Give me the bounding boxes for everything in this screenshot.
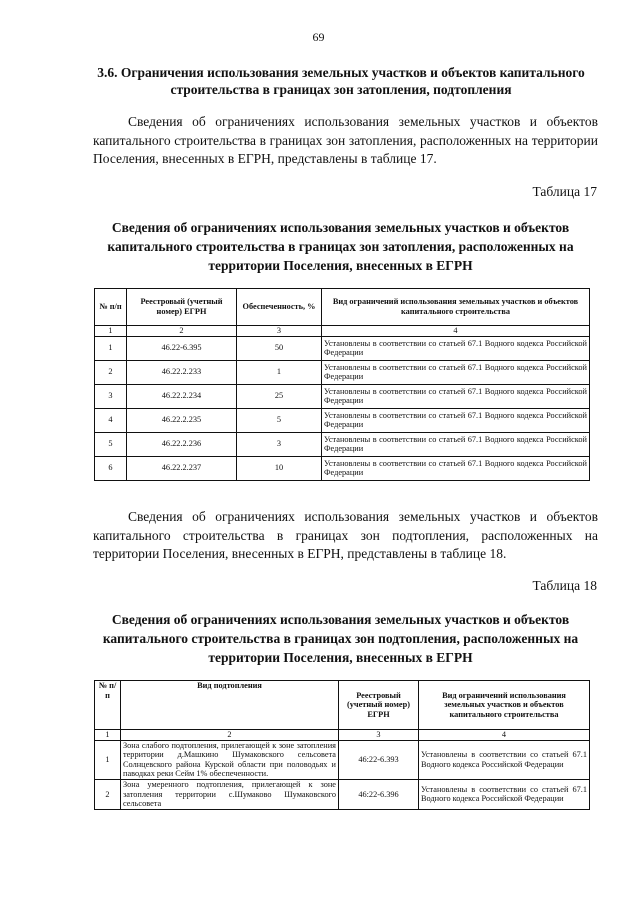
column-number: 1 xyxy=(95,326,127,337)
restriction-kind: Установлены в соответствии со статьей 67.1 Водного кодекса Российской Федерации xyxy=(322,384,590,408)
restriction-kind: Установлены в соответствии со статьей 67.1 Водного кодекса Российской Федерации xyxy=(322,360,590,384)
column-number: 2 xyxy=(121,730,339,741)
table17-column-number-row xyxy=(95,326,590,337)
table-row xyxy=(95,456,590,480)
table17 xyxy=(94,288,590,481)
column-number: 3 xyxy=(339,730,419,741)
restriction-kind: Установлены в соответствии со статьей 67.1 Водного кодекса Российской Федерации xyxy=(419,779,590,809)
table18-header-cell: № п/п xyxy=(95,681,121,730)
table-row xyxy=(95,779,590,809)
table17-header-cell: Вид ограничений использования земельных участков и объектов капитального строительства xyxy=(322,289,590,326)
restriction-kind: Установлены в соответствии со статьей 67.1 Водного кодекса Российской Федерации xyxy=(419,740,590,779)
flooding-zone-kind: Зона слабого подтопления, прилегающей к зоне затопления территории д.Машкино Шумаковского сельсовета Солнцевского района Курской области при половодьях и паводках реки Сейм 1% обеспеченности. xyxy=(121,740,339,779)
column-number: 4 xyxy=(419,730,590,741)
table18-header-cell: Реестровый (учетный номер) ЕГРН xyxy=(339,681,419,730)
restriction-kind: Установлены в соответствии со статьей 67.1 Водного кодекса Российской Федерации xyxy=(322,408,590,432)
table18-label: Таблица 18 xyxy=(532,578,597,593)
registry-number: 46.22.2.233 xyxy=(127,360,237,384)
probability: 3 xyxy=(237,432,322,456)
section-heading: 3.6. Ограничения использования земельных участков и объектов капитального строительства в границах зон затопления, подтопления xyxy=(97,65,585,97)
table-row xyxy=(95,360,590,384)
restriction-kind: Установлены в соответствии со статьей 67.1 Водного кодекса Российской Федерации xyxy=(322,432,590,456)
table18-header-row xyxy=(95,681,590,730)
registry-number: 46.22.2.234 xyxy=(127,384,237,408)
row-number: 1 xyxy=(95,740,121,779)
registry-number: 46.22-6.395 xyxy=(127,336,237,360)
row-number: 6 xyxy=(95,456,127,480)
row-number: 5 xyxy=(95,432,127,456)
registry-number: 46.22.2.235 xyxy=(127,408,237,432)
column-number: 4 xyxy=(322,326,590,337)
flooding-zone-kind: Зона умеренного подтопления, прилегающей к зоне затопления территории с.Шумаково Шумаковского сельсовета xyxy=(121,779,339,809)
table18 xyxy=(94,680,590,810)
row-number: 3 xyxy=(95,384,127,408)
table-row xyxy=(95,384,590,408)
table17-title: Сведения об ограничениях использования земельных участков и объектов капитального строительства в границах зон затопления, расположенных на территории Поселения, внесенных в ЕГРН xyxy=(107,220,574,273)
restriction-kind: Установлены в соответствии со статьей 67.1 Водного кодекса Российской Федерации xyxy=(322,456,590,480)
probability: 10 xyxy=(237,456,322,480)
table-row xyxy=(95,336,590,360)
table-row xyxy=(95,432,590,456)
paragraph-table18-intro: Сведения об ограничениях использования земельных участков и объектов капитального строительства в границах зон подтопления, расположенных на территории Поселения, внесенных в ЕГРН, представлены в таблице 18. xyxy=(93,509,598,561)
restriction-kind: Установлены в соответствии со статьей 67.1 Водного кодекса Российской Федерации xyxy=(322,336,590,360)
row-number: 2 xyxy=(95,779,121,809)
probability: 5 xyxy=(237,408,322,432)
table17-header-row xyxy=(95,289,590,326)
probability: 50 xyxy=(237,336,322,360)
registry-number: 46.22.2.236 xyxy=(127,432,237,456)
row-number: 4 xyxy=(95,408,127,432)
page-number: 69 xyxy=(312,30,325,44)
table17-header-cell: Реестровый (учетный номер) ЕГРН xyxy=(127,289,237,326)
column-number: 1 xyxy=(95,730,121,741)
paragraph-table17-intro: Сведения об ограничениях использования земельных участков и объектов капитального строительства в границах зон затопления, расположенных на территории Поселения, внесенных в ЕГРН, представлены в таблице 17. xyxy=(93,114,598,166)
table-row xyxy=(95,740,590,779)
row-number: 1 xyxy=(95,336,127,360)
probability: 1 xyxy=(237,360,322,384)
row-number: 2 xyxy=(95,360,127,384)
table18-title: Сведения об ограничениях использования земельных участков и объектов капитального строительства в границах зон подтопления, расположенных на территории Поселения, внесенных в ЕГРН xyxy=(102,612,579,665)
table17-header-cell: Обеспеченность, % xyxy=(237,289,322,326)
table18-header-cell: Вид ограничений использования земельных участков и объектов капитального строительства xyxy=(419,681,590,730)
table17-header-cell: № п/п xyxy=(95,289,127,326)
probability: 25 xyxy=(237,384,322,408)
registry-number: 46:22-6.393 xyxy=(339,740,419,779)
table17-label: Таблица 17 xyxy=(532,184,597,199)
table18-header-cell: Вид подтопления xyxy=(121,681,339,730)
registry-number: 46:22-6.396 xyxy=(339,779,419,809)
registry-number: 46.22.2.237 xyxy=(127,456,237,480)
table-row xyxy=(95,408,590,432)
table18-column-number-row xyxy=(95,730,590,741)
column-number: 3 xyxy=(237,326,322,337)
column-number: 2 xyxy=(127,326,237,337)
